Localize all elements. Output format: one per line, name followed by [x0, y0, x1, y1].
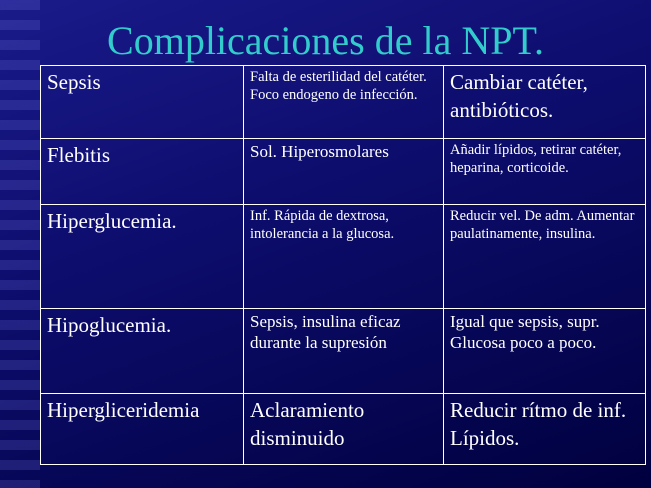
complications-table-container [40, 65, 645, 465]
table-row [41, 309, 646, 394]
treatment-cell: Cambiar catéter, antibióticos. [444, 66, 646, 139]
complications-table [40, 65, 646, 465]
table-row [41, 394, 646, 465]
treatment-cell: Reducir rítmo de inf. Lípidos. [444, 394, 646, 465]
table-row [41, 205, 646, 309]
treatment-cell: Igual que sepsis, supr. Glucosa poco a poco. [444, 309, 646, 394]
cause-cell: Inf. Rápida de dextrosa, intolerancia a la glucosa. [244, 205, 444, 309]
complication-cell: Hipoglucemia. [41, 309, 244, 394]
cause-cell: Falta de esterilidad del catéter. Foco endogeno de infección. [244, 66, 444, 139]
slide-title: Complicaciones de la NPT. [107, 18, 544, 63]
complication-cell: Hiperglucemia. [41, 205, 244, 309]
decorative-side-strip [0, 0, 40, 488]
complication-cell: Flebitis [41, 138, 244, 205]
table-row [41, 138, 646, 205]
complication-cell: Sepsis [41, 66, 244, 139]
complication-cell: Hipergliceridemia [41, 394, 244, 465]
treatment-cell: Reducir vel. De adm. Aumentar paulatinamente, insulina. [444, 205, 646, 309]
cause-cell: Sol. Hiperosmolares [244, 138, 444, 205]
treatment-cell: Añadir lípidos, retirar catéter, heparina, corticoide. [444, 138, 646, 205]
cause-cell: Aclaramiento disminuido [244, 394, 444, 465]
table-row [41, 66, 646, 139]
cause-cell: Sepsis, insulina eficaz durante la supresión [244, 309, 444, 394]
